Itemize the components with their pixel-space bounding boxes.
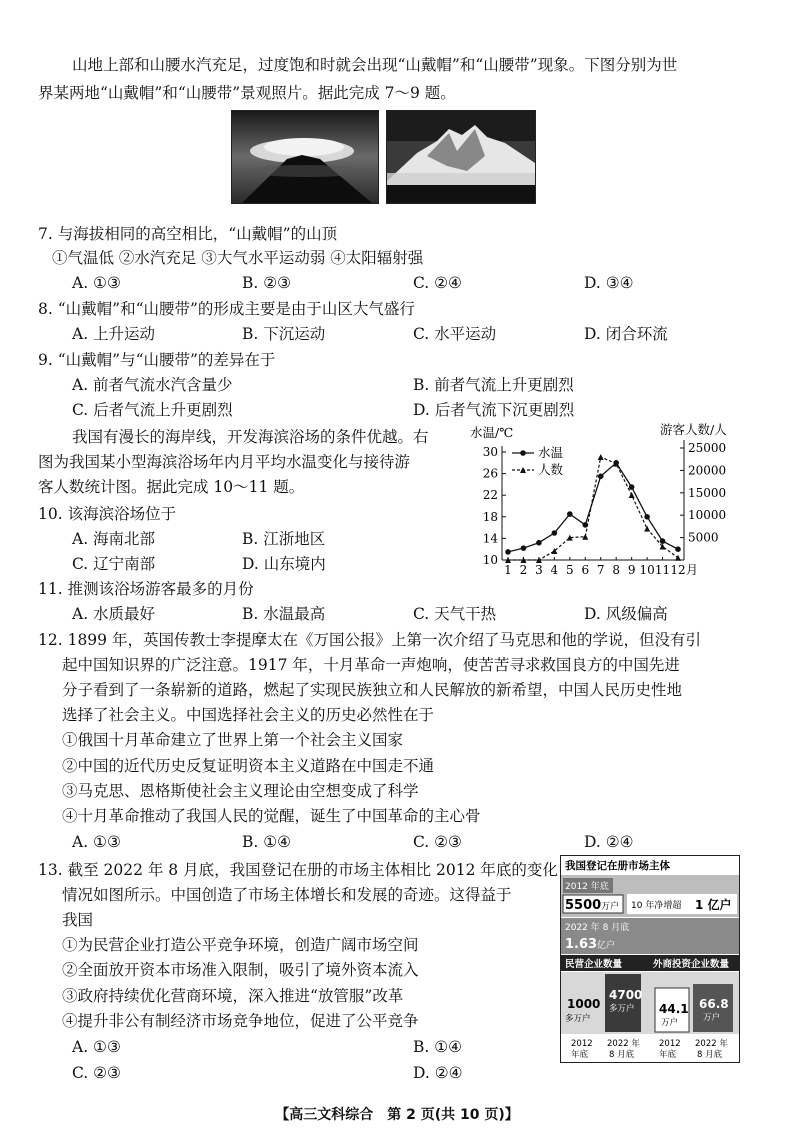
q11-option-c[interactable]: C. 天气干热: [413, 605, 497, 623]
water-temp-point: [598, 474, 604, 480]
foreign-enterprise-label: 外商投资企业数量: [653, 959, 730, 970]
market-entity-infographic: [560, 855, 740, 1063]
y-left-tick-label: 18: [482, 509, 498, 524]
private-2012-value: 1000: [567, 997, 601, 1011]
q13-item-2: ②全面放开资本市场准入限制，吸引了境外资本流入: [62, 961, 419, 979]
y-right-tick-label: 20000: [688, 463, 727, 478]
visitors-point: [675, 555, 681, 561]
y-right-tick-label: 10000: [688, 508, 727, 523]
date-label-3b: 年底: [659, 1050, 677, 1060]
water-temp-point: [644, 514, 650, 520]
q7-option-d[interactable]: D. ③④: [584, 274, 634, 292]
q11-option-b[interactable]: B. 水温最高: [242, 605, 326, 623]
x-tick-label: 2: [519, 563, 528, 577]
private-2022-bar: [605, 974, 641, 1032]
q13-option-a[interactable]: A. ①③: [72, 1038, 121, 1056]
legend-marker-water-temp: [520, 450, 526, 456]
y-left-tick-label: 22: [482, 488, 498, 503]
visitors-point: [644, 526, 650, 532]
q12-option-c[interactable]: C. ②③: [413, 833, 462, 851]
private-enterprise-label: 民营企业数量: [565, 959, 623, 970]
q12-option-b[interactable]: B. ①④: [242, 833, 292, 851]
beach-chart-svg: [448, 422, 738, 584]
date-label-2b: 8 月底: [609, 1050, 635, 1060]
y-right-tick-label: 25000: [688, 441, 727, 455]
q12-item-2: ②中国的近代历史反复证明资本主义道路在中国走不通: [62, 757, 435, 775]
q12-line-4: 选择了社会主义。中国选择社会主义的历史必然性在于: [62, 706, 435, 724]
q10-stem: 10. 该海滨浴场位于: [38, 505, 177, 523]
growth-value: 1 亿户: [695, 898, 732, 912]
date-label-2: 2022 年: [607, 1039, 640, 1049]
x-tick-label: 1: [504, 563, 512, 577]
q9-option-a[interactable]: A. 前者气流水汽含量少: [72, 376, 233, 394]
q7-items: ①气温低 ②水汽充足 ③大气水平运动弱 ④太阳辐射强: [52, 249, 424, 267]
q9-stem: 9. “山戴帽”与“山腰带”的差异在于: [38, 351, 276, 369]
chart-legend: [512, 445, 564, 477]
y-right-axis-label: 游客人数/人: [660, 422, 727, 437]
q13-item-3: ③政府持续优化营商环境，深入推进“放管服”改革: [62, 987, 404, 1005]
y-left-tick-label: 26: [482, 466, 498, 481]
water-temp-point: [629, 484, 635, 490]
q12-line-2: 起中国知识界的广泛注意。1917 年，十月革命一声炮响，使苦苦寻求救国良方的中国先进: [62, 656, 680, 674]
q10-option-d[interactable]: D. 山东境内: [242, 555, 326, 573]
x-tick-label: 7: [596, 563, 605, 577]
q8-stem: 8. “山戴帽”和“山腰带”的形成主要是由于山区大气盛行: [38, 300, 415, 318]
private-2022-unit: 多万户: [609, 1004, 635, 1014]
water-temp-point: [505, 549, 511, 555]
q7-option-b[interactable]: B. ②③: [242, 274, 292, 292]
q8-option-b[interactable]: B. 下沉运动: [242, 325, 326, 343]
x-tick-label: 9: [627, 563, 636, 577]
q8-option-d[interactable]: D. 闭合环流: [584, 325, 668, 343]
date-label-1: 2012: [571, 1039, 593, 1049]
y-right-tick-label: 5000: [688, 530, 719, 545]
q13-option-c[interactable]: C. ②③: [72, 1064, 121, 1082]
date-label-4: 2022 年: [695, 1039, 728, 1049]
q10-option-c[interactable]: C. 辽宁南部: [72, 555, 156, 573]
x-tick-label: 4: [550, 563, 559, 577]
total-2022-value: 1.63: [565, 937, 598, 952]
beach-chart: [448, 422, 738, 584]
q11-option-d[interactable]: D. 风级偏高: [584, 605, 668, 623]
legend-marker-visitors: [520, 467, 526, 473]
q9-option-b[interactable]: B. 前者气流上升更剧烈: [413, 376, 574, 394]
foreign-2012-unit: 万户: [661, 1018, 679, 1028]
q13-item-4: ④提升非公有制经济市场竞争地位，促进了公平竞争: [62, 1012, 419, 1030]
x-tick-label: 8: [612, 563, 621, 577]
legend-label-visitors: 人数: [538, 462, 564, 477]
water-temp-point: [675, 546, 681, 552]
y-left-tick-label: 14: [482, 531, 498, 546]
q11-stem: 11. 推测该浴场游客最多的月份: [38, 580, 254, 598]
q10-option-a[interactable]: A. 海南北部: [72, 530, 156, 548]
q13-item-1: ①为民营企业打造公平竞争环境，创造广阔市场空间: [62, 936, 419, 954]
water-temp-point: [567, 511, 573, 517]
q12-item-4: ④十月革命推动了我国人民的觉醒，诞生了中国革命的主心骨: [62, 807, 481, 825]
q12-option-a[interactable]: A. ①③: [72, 833, 121, 851]
foreign-2012-value: 44.1: [659, 1002, 689, 1016]
mountain-belt-photo: [386, 110, 536, 204]
q9-option-d[interactable]: D. 后者气流下沉更剧烈: [413, 401, 575, 419]
visitors-point: [598, 454, 604, 460]
q7-stem: 7. 与海拔相同的高空相比，“山戴帽”的山顶: [38, 225, 338, 243]
y-left-axis-label: 水温/℃: [470, 425, 514, 440]
q7-option-a[interactable]: A. ①③: [72, 274, 121, 292]
intro-2-line-3: 客人数统计图。据此完成 10～11 题。: [38, 478, 305, 496]
q12-item-3: ③马克思、恩格斯使社会主义理论由空想变成了科学: [62, 782, 419, 800]
legend-label-water-temp: 水温: [538, 445, 564, 460]
q12-line-3: 分子看到了一条崭新的道路，燃起了实现民族独立和人民解放的新希望，中国人民历史性地: [62, 681, 683, 699]
water-temp-line: [508, 463, 678, 552]
q9-option-c[interactable]: C. 后者气流上升更剧烈: [72, 401, 233, 419]
water-temp-point: [536, 540, 542, 546]
q13-option-d[interactable]: D. ②④: [413, 1064, 463, 1082]
q12-item-1: ①俄国十月革命建立了世界上第一个社会主义国家: [62, 731, 404, 749]
private-2022-value: 4700: [609, 988, 643, 1002]
growth-label: 10 年净增超: [631, 901, 682, 911]
x-tick-label: 6: [581, 563, 590, 577]
intro-2-line-2: 图为我国某小型海滨浴场年内月平均水温变化与接待游: [38, 453, 411, 471]
y-left-tick-label: 30: [482, 445, 498, 459]
q8-option-a[interactable]: A. 上升运动: [72, 325, 156, 343]
x-tick-label: 5: [565, 563, 574, 577]
intro-1-line-1: 山地上部和山腰水汽充足，过度饱和时就会出现“山戴帽”和“山腰带”现象。下图分别为世: [72, 56, 678, 74]
q13-option-b[interactable]: B. ①④: [413, 1038, 463, 1056]
q13-line-1: 13. 截至 2022 年 8 月底，我国登记在册的市场主体相比 2012 年底的变化: [38, 861, 558, 879]
q7-option-c[interactable]: C. ②④: [413, 274, 462, 292]
y-left-tick-label: 10: [482, 553, 498, 567]
q13-line-2: 情况如图所示。中国创造了市场主体增长和发展的奇迹。这得益于: [62, 886, 512, 904]
year-2022-label: 2022 年 8 月底: [565, 923, 630, 933]
q13-line-3: 我国: [62, 911, 94, 929]
q12-line-1: 12. 1899 年，英国传教士李提摩太在《万国公报》上第一次介绍了马克思和他的学说，但没有引: [38, 631, 701, 649]
infographic-title: 我国登记在册市场主体: [565, 860, 670, 872]
foreign-2022-unit: 万户: [703, 1013, 721, 1023]
private-2012-unit: 多万户: [565, 1014, 591, 1024]
date-label-4b: 8 月底: [697, 1050, 723, 1060]
total-2012-value: 5500: [565, 898, 602, 913]
chart-ticks: [483, 441, 726, 577]
x-tick-label: 12: [670, 563, 686, 577]
q11-option-a[interactable]: A. 水质最好: [72, 605, 156, 623]
water-temp-point: [521, 545, 527, 551]
year-2012-label: 2012 年底: [565, 882, 609, 892]
date-label-3: 2012: [659, 1039, 681, 1049]
water-temp-point: [552, 530, 558, 536]
x-axis-label: 月: [686, 563, 699, 577]
chart-series: [505, 454, 681, 563]
q8-option-c[interactable]: C. 水平运动: [413, 325, 497, 343]
q12-option-d[interactable]: D. ②④: [584, 833, 634, 851]
water-temp-point: [660, 538, 666, 544]
intro-1-line-2: 界某两地“山戴帽”和“山腰带”景观照片。据此完成 7～9 题。: [38, 84, 456, 102]
x-tick-label: 11: [654, 563, 671, 577]
intro-2-line-1: 我国有漫长的海岸线，开发海滨浴场的条件优越。右: [72, 428, 429, 446]
y-right-tick-label: 15000: [688, 485, 727, 500]
date-label-1b: 年底: [571, 1050, 589, 1060]
total-2012-unit: 万户: [601, 902, 620, 912]
total-2022-unit: 亿户: [597, 941, 616, 951]
mountain-hat-photo: [231, 110, 379, 204]
page-footer: 【高三文科综合 第 2 页(共 10 页)】: [275, 1107, 519, 1123]
x-tick-label: 3: [535, 563, 543, 577]
q10-option-b[interactable]: B. 江浙地区: [242, 530, 326, 548]
foreign-2022-value: 66.8: [699, 997, 729, 1011]
x-tick-label: 10: [639, 563, 655, 577]
visitors-point: [629, 492, 635, 498]
